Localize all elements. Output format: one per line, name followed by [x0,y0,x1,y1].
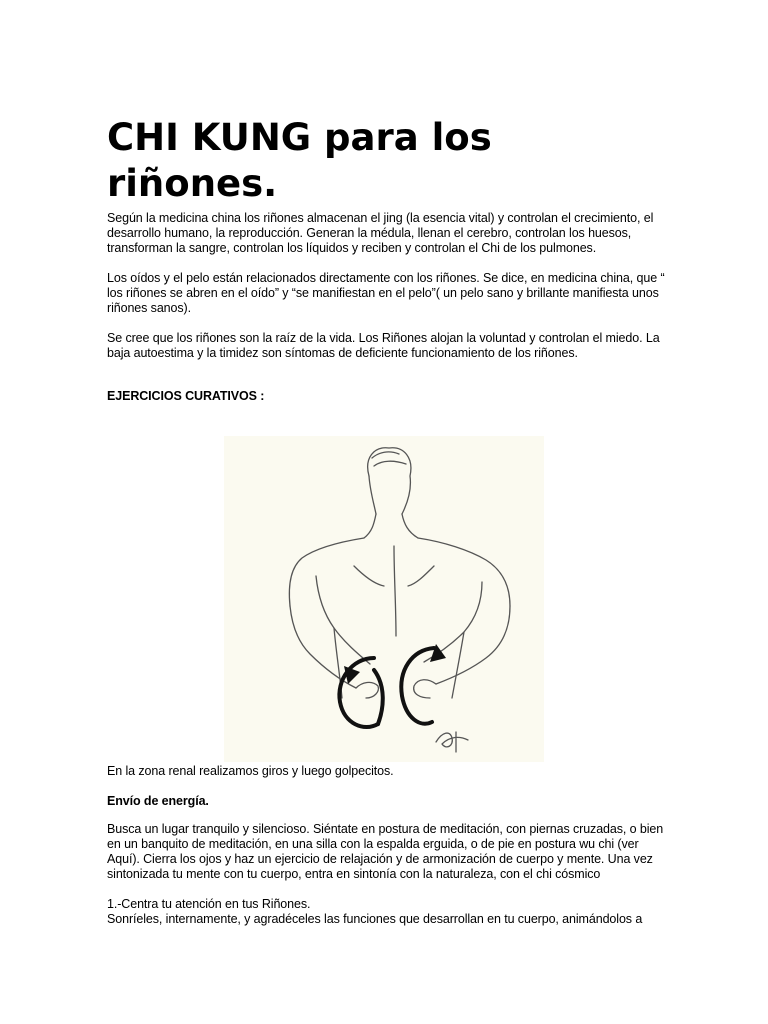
kidney-exercise-figure [224,436,544,762]
body-paragraph-2: 1.-Centra tu atención en tus Riñones. [107,897,311,911]
section-heading: EJERCICIOS CURATIVOS : [107,389,265,403]
subheading: Envío de energía. [107,794,209,808]
body-paragraph-3: Sonríeles, internamente, y agradéceles las funciones que desarrollan en tu cuerpo, animándolos a [107,912,643,926]
intro-paragraph-1: Según la medicina china los riñones almacenan el jing (la esencia vital) y controlan el crecimiento, el desarrollo humano, la reproducción. Generan la médula, llenan el cerebro, controlan los huesos, transforman la sangre, controlan los líquidos y reciben y controlan el Chi de los pulmones. [107,211,654,255]
page-title: CHI KUNG para los riñones. [107,116,492,205]
back-massage-illustration-icon [224,436,544,762]
figure-caption: En la zona renal realizamos giros y luego golpecitos. [107,764,394,778]
intro-paragraph-2: Los oídos y el pelo están relacionados directamente con los riñones. Se dice, en medicina china, que “ los riñones se abren en el oído” y “se manifiestan en el pelo”( un pelo sano y brillante manifiesta unos riñones sanos). [107,271,665,315]
body-paragraph-1: Busca un lugar tranquilo y silencioso. Siéntate en postura de meditación, con piernas cruzadas, o bien en un banquito de meditación, en una silla con la espalda erguida, o de pie en postura wu chi (ver Aquí). Cierra los ojos y haz un ejercicio de relajación y de armonización de cuerpo y mente. Una vez sintonizada tu mente con tu cuerpo, entra en sintonía con la naturaleza, con el chi cósmico [107,822,664,881]
intro-paragraph-3: Se cree que los riñones son la raíz de la vida. Los Riñones alojan la voluntad y controlan el miedo. La baja autoestima y la timidez son síntomas de deficiente funcionamiento de los riñones. [107,331,660,360]
